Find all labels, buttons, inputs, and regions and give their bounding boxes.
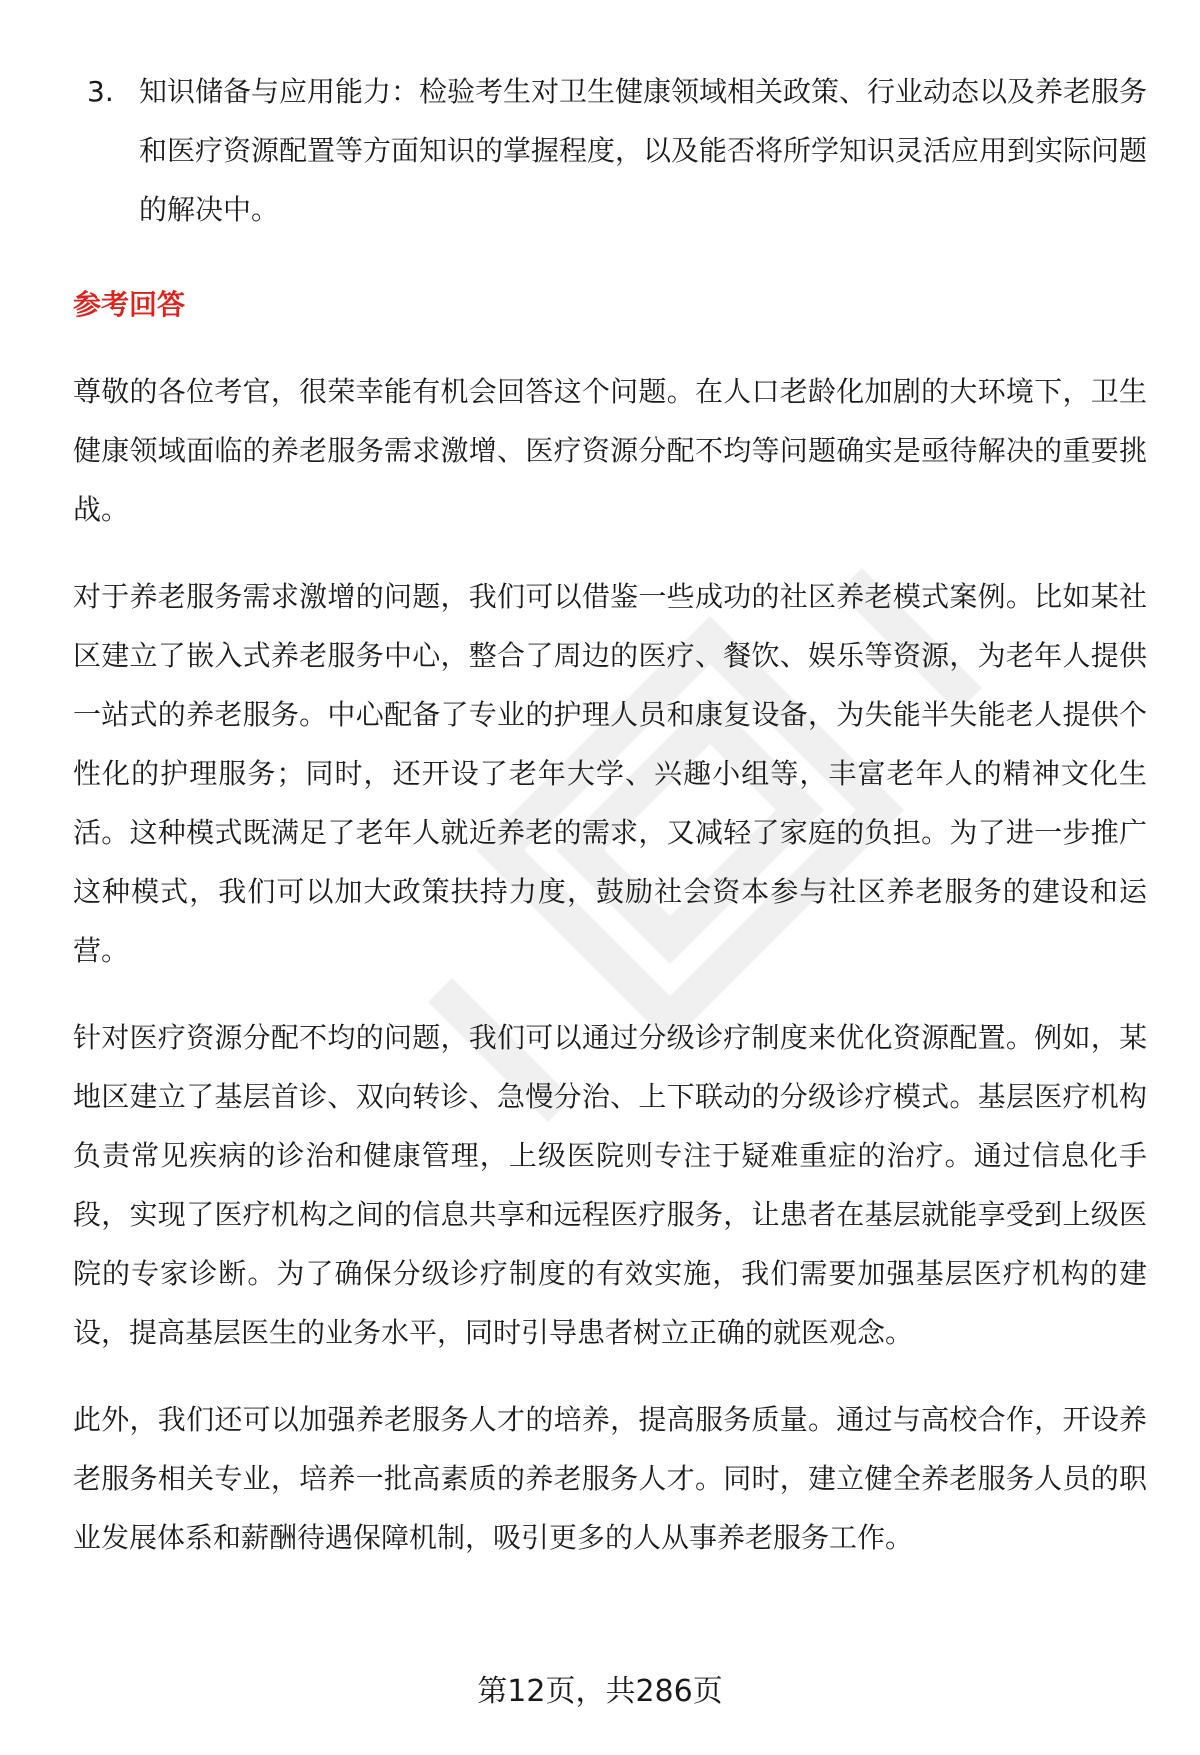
list-text: 知识储备与应用能力：检验考生对卫生健康领域相关政策、行业动态以及养老服务和医疗资源配置等方面知识的掌握程度，以及能否将所学知识灵活应用到实际问题的解决中。 [139,75,1148,226]
list-item [73,62,1147,239]
paragraph-medical-resources: 针对医疗资源分配不均的问题，我们可以通过分级诊疗制度来优化资源配置。例如，某地区建立了基层首诊、双向转诊、急慢分治、上下联动的分级诊疗模式。基层医疗机构负责常见疾病的诊治和健康管理，上级医院则专注于疑难重症的治疗。通过信息化手段，实现了医疗机构之间的信息共享和远程医疗服务，让患者在基层就能享受到上级医院的专家诊断。为了确保分级诊疗制度的有效实施，我们需要加强基层医疗机构的建设，提高基层医生的业务水平，同时引导患者树立正确的就医观念。 [73,1021,1147,1349]
document-body [73,62,1147,1567]
paragraph-elderly-care: 对于养老服务需求激增的问题，我们可以借鉴一些成功的社区养老模式案例。比如某社区建立了嵌入式养老服务中心，整合了周边的医疗、餐饮、娱乐等资源，为老年人提供一站式的养老服务。中心配备了专业的护理人员和康复设备，为失能半失能老人提供个性化的护理服务；同时，还开设了老年大学、兴趣小组等，丰富老年人的精神文化生活。这种模式既满足了老年人就近养老的需求，又减轻了家庭的负担。为了进一步推广这种模式，我们可以加大政策扶持力度，鼓励社会资本参与社区养老服务的建设和运营。 [73,580,1147,967]
page-number-footer: 第12页，共286页 [477,1674,723,1709]
paragraph-intro: 尊敬的各位考官，很荣幸能有机会回答这个问题。在人口老龄化加剧的大环境下，卫生健康领域面临的养老服务需求激增、医疗资源分配不均等问题确实是亟待解决的重要挑战。 [73,375,1147,526]
paragraph-talent-training: 此外，我们还可以加强养老服务人才的培养，提高服务质量。通过与高校合作，开设养老服务相关专业，培养一批高素质的养老服务人才。同时，建立健全养老服务人员的职业发展体系和薪酬待遇保障机制，吸引更多的人从事养老服务工作。 [73,1403,1147,1554]
list-number: 3. [87,75,114,108]
section-heading: 参考回答 [73,288,186,321]
